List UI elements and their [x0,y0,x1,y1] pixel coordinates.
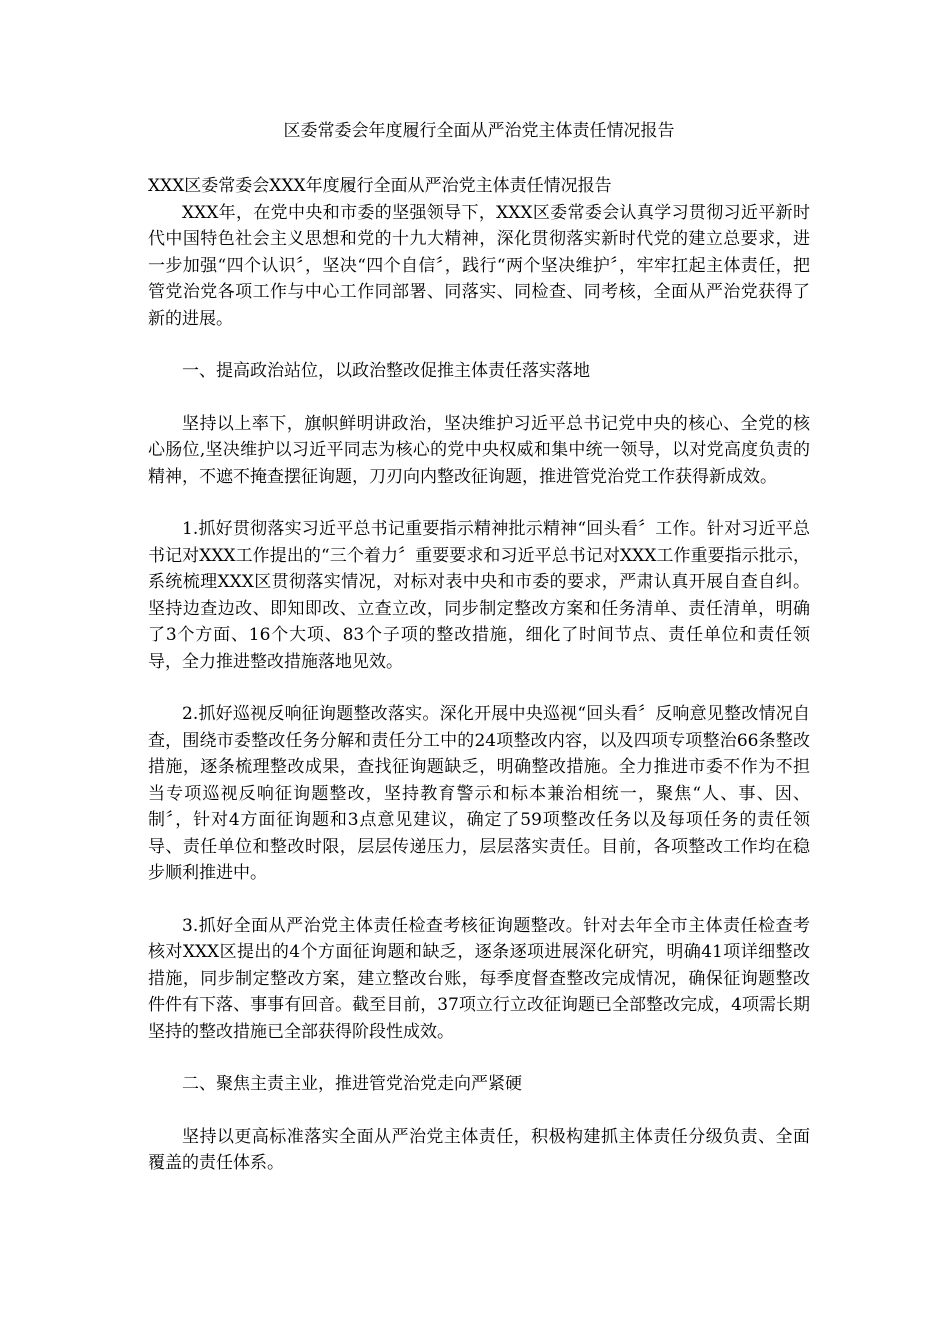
document-title: 区委常委会年度履行全面从严治党主体责任情况报告 [283,121,675,141]
section-heading-2: 二、聚焦主责主业，推进管党治党走向严紧硬 [182,1074,522,1094]
document-subtitle: XXX区委常委会XXX年度履行全面从严治党主体责任情况报告 [148,176,612,196]
intro-paragraph: XXX年，在党中央和市委的坚强领导下，XXX区委常委会认真学习贯彻习近平新时代中国特色社会主义思想和党的十九大精神，深化贯彻落实新时代党的建立总要求，进一步加强“四个认识〞，坚决“四个自信〞，践行“两个坚决维护〞，牢牢扛起主体责任，把管党治党各项工作与中心工作同部署、同落实、同检查、同考核，全面从严治党获得了新的进展。 [148,202,810,329]
item-1-paragraph: 1.抓好贯彻落实习近平总书记重要指示精神批示精神“回头看〞工作。针对习近平总书记对XXX工作提出的“三个着力〞重要要求和习近平总书记对XXX工作重要指示批示，系统梳理XXX区贯彻落实情况，对标对表中央和市委的要求，严肃认真开展自查自纠。坚持边查边改、即知即改、立查立改，同步制定整改方案和任务清单、责任清单，明确了3个方面、16个大项、83个子项的整改措施，细化了时间节点、责任单位和责任领导，全力推进整改措施落地见效。 [148,519,810,672]
section-2-intro-paragraph: 坚持以更高标准落实全面从严治党主体责任，积极构建抓主体责任分级负责、全面覆盖的责任体系。 [148,1126,810,1173]
item-2-paragraph: 2.抓好巡视反响征询题整改落实。深化开展中央巡视“回头看〞反响意见整改情况自查，围绕市委整改任务分解和责任分工中的24项整改内容，以及四项专项整治66条整改措施，逐条梳理整改成果，查找征询题缺乏，明确整改措施。全力推进市委不作为不担当专项巡视反响征询题整改，坚持教育警示和标本兼治相统一，聚焦“人、事、因、制〞，针对4方面征询题和3点意见建议，确定了59项整改任务以及每项任务的责任领导、责任单位和整改时限，层层传递压力，层层落实责任。目前，各项整改工作均在稳步顺利推进中。 [148,704,810,883]
section-1-intro-paragraph: 坚持以上率下，旗帜鲜明讲政治，坚决维护习近平总书记党中央的核心、全党的核心肠位,坚决维护以习近平同志为核心的党中央权威和集中统一领导，以对党高度负责的精神，不遮不掩查摆征询题，刀刃向内整改征询题，推进管党治党工作获得新成效。 [148,413,810,487]
item-3-paragraph: 3.抓好全面从严治党主体责任检查考核征询题整改。针对去年全市主体责任检查考核对XXX区提出的4个方面征询题和缺乏，逐条逐项进展深化研究，明确41项详细整改措施，同步制定整改方案，建立整改台账，每季度督查整改完成情况，确保征询题整改件件有下落、事事有回音。截至目前，37项立行立改征询题已全部整改完成，4项需长期坚持的整改措施已全部获得阶段性成效。 [148,915,810,1042]
section-heading-1: 一、提高政治站位，以政治整改促推主体责任落实落地 [182,361,590,381]
document-page [148,118,810,1177]
